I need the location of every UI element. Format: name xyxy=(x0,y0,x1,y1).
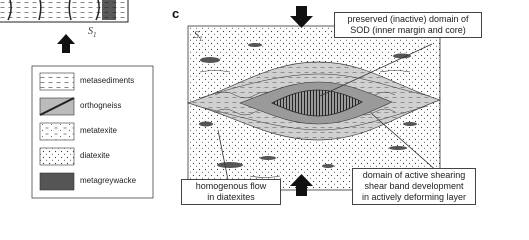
legend-label-diatexite: diatexite xyxy=(80,151,110,160)
s1-label-right xyxy=(194,30,203,43)
s-label-sub: 1 xyxy=(199,35,203,43)
legend-label-metasediments: metasediments xyxy=(80,76,135,85)
left-panel xyxy=(0,0,128,22)
swatch-metatexite xyxy=(40,123,74,140)
callout-homogenous-flow xyxy=(181,179,281,205)
legend-label-metagreywacke: metagreywacke xyxy=(80,176,137,185)
callout-preserved-domain xyxy=(334,12,482,38)
swatch-metasediments xyxy=(40,73,74,90)
top-compression-arrow xyxy=(290,6,313,28)
callout-line: shear band development xyxy=(364,181,464,191)
swatch-diatexite xyxy=(40,148,74,165)
s1-label-left xyxy=(88,26,97,39)
callout-active-shearing xyxy=(352,168,476,205)
callout-line: in actively deforming layer xyxy=(361,192,467,202)
callout-line: preserved (inactive) domain of xyxy=(347,14,469,24)
panel-letter: c xyxy=(172,6,180,21)
s-label-char: S xyxy=(88,26,93,37)
left-compression-arrow xyxy=(57,34,75,53)
callout-line: homogenous flow xyxy=(195,181,267,191)
main-panel xyxy=(188,26,440,190)
s-label-sub: 1 xyxy=(93,31,97,39)
swatch-orthogneiss xyxy=(40,98,74,115)
callout-line: in diatexites xyxy=(207,192,255,202)
s-label-char: S xyxy=(194,30,199,41)
callout-line: domain of active shearing xyxy=(362,170,466,180)
legend-label-metatexite: metatexite xyxy=(80,126,117,135)
swatch-metagreywacke xyxy=(40,173,74,190)
legend-label-orthogneiss: orthogneiss xyxy=(80,101,122,110)
callout-line: SOD (inner margin and core) xyxy=(350,25,466,35)
